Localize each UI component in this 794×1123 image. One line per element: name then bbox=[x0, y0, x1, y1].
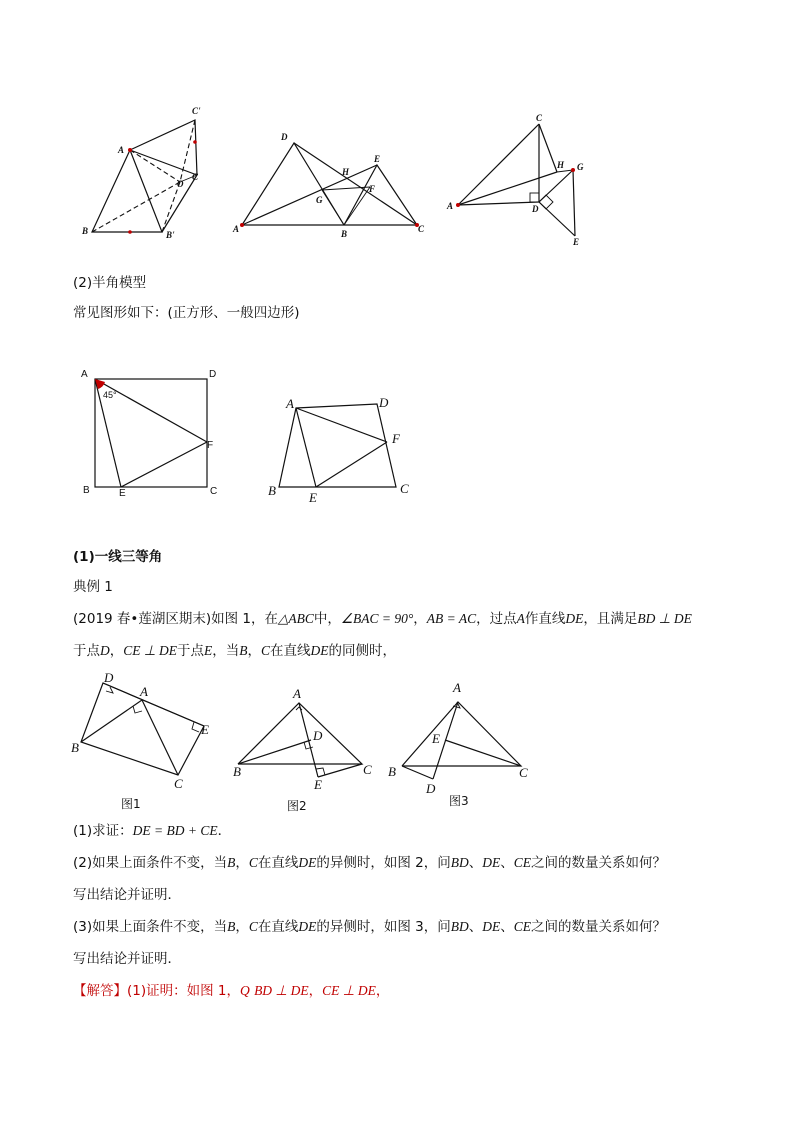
sq-label-A: A bbox=[81, 369, 88, 380]
caption-figure-3: 图3 bbox=[449, 794, 469, 808]
figure-3 bbox=[385, 676, 540, 796]
answer-tag: 【解答】 bbox=[73, 983, 127, 999]
fig3-label-H: H bbox=[557, 160, 565, 170]
question-1: (1)求证：DE = BD + CE． bbox=[73, 823, 232, 839]
quad-label-A: A bbox=[286, 396, 294, 411]
f3-label-E: E bbox=[432, 731, 440, 746]
caption-figure-1: 图1 bbox=[121, 797, 141, 811]
fig2-label-A: A bbox=[233, 224, 240, 234]
figure-rotation-triangles bbox=[80, 100, 210, 240]
fig1-label-C: C bbox=[192, 172, 199, 182]
quad-label-B: B bbox=[268, 483, 276, 498]
figure-quadrilateral-half-angle bbox=[264, 390, 419, 510]
f3-label-B: B bbox=[388, 764, 396, 779]
quad-label-F: F bbox=[392, 431, 400, 446]
fig2-label-D: D bbox=[281, 132, 288, 142]
sq-label-C: C bbox=[210, 486, 218, 497]
sq-label-D: D bbox=[209, 369, 217, 380]
f3-label-C: C bbox=[519, 765, 528, 780]
fig3-label-A: A bbox=[447, 201, 454, 211]
sq-label-B: B bbox=[83, 485, 90, 496]
figure-square-half-angle bbox=[78, 364, 223, 499]
fig1-label-Bp: B' bbox=[166, 230, 175, 240]
quad-label-E: E bbox=[309, 490, 317, 505]
caption-figure-2: 图2 bbox=[287, 799, 307, 813]
fig2-label-C: C bbox=[418, 224, 425, 234]
f1-label-B: B bbox=[71, 740, 79, 755]
fig3-label-C: C bbox=[536, 113, 543, 123]
figure-two-triangles bbox=[232, 128, 432, 238]
f2-label-A: A bbox=[293, 686, 301, 701]
fig2-label-E: E bbox=[374, 154, 381, 164]
sq-label-F: F bbox=[207, 440, 214, 451]
section-one-line: (1)一线三等角 bbox=[73, 549, 163, 565]
sq-label-E: E bbox=[119, 488, 126, 499]
fig1-label-A: A bbox=[118, 145, 125, 155]
quad-label-C: C bbox=[400, 481, 409, 496]
f2-label-D: D bbox=[313, 728, 323, 743]
f3-label-D: D bbox=[426, 781, 436, 796]
fig2-label-G: G bbox=[316, 195, 323, 205]
f1-label-A: A bbox=[140, 684, 148, 699]
quad-label-D: D bbox=[379, 395, 389, 410]
figure-perpendicular-squares bbox=[445, 112, 595, 252]
fig2-label-H: H bbox=[342, 167, 350, 177]
figure-2 bbox=[230, 682, 380, 792]
section-half-angle: (2)半角模型 bbox=[73, 275, 147, 291]
f2-label-C: C bbox=[363, 762, 372, 777]
fig3-label-D: D bbox=[532, 204, 539, 214]
fig2-label-F: F bbox=[369, 184, 376, 194]
question-3: (3)如果上面条件不变，当B，C在直线DE的异侧时，如图 3，问BD、DE、CE之间的数量关系如何？ bbox=[73, 919, 667, 935]
f1-label-C: C bbox=[174, 776, 183, 791]
problem-line-2: 于点D，CE ⊥ DE于点E，当B，C在直线DE的同侧时， bbox=[73, 643, 397, 659]
problem-line-1: (2019 春•莲湖区期末)如图 1，在△ABC中，∠BAC = 90°，AB = AC，过点A作直线DE，且满足BD ⊥ DE bbox=[73, 611, 692, 627]
f1-label-E: E bbox=[201, 722, 209, 737]
example-label: 典例 1 bbox=[73, 579, 113, 595]
f3-label-A: A bbox=[453, 680, 461, 695]
fig3-label-E: E bbox=[573, 237, 580, 247]
fig2-label-B: B bbox=[341, 229, 348, 239]
question-2-line-2: 写出结论并证明． bbox=[73, 887, 181, 903]
fig1-label-O: O bbox=[177, 179, 184, 189]
fig3-label-G: G bbox=[577, 162, 584, 172]
fig1-label-Cp: C' bbox=[192, 106, 201, 116]
question-3-line-2: 写出结论并证明． bbox=[73, 951, 181, 967]
f1-label-D: D bbox=[104, 670, 114, 685]
fig1-label-B: B bbox=[82, 226, 89, 236]
common-shapes-text: 常见图形如下：(正方形、一般四边形) bbox=[73, 305, 300, 321]
sq-label-45: 45° bbox=[103, 390, 117, 400]
f2-label-B: B bbox=[233, 764, 241, 779]
figure-1 bbox=[70, 670, 220, 795]
answer-line: 【解答】(1)证明：如图 1，Q BD ⊥ DE，CE ⊥ DE， bbox=[73, 983, 390, 999]
question-2: (2)如果上面条件不变，当B，C在直线DE的异侧时，如图 2，问BD、DE、CE之间的数量关系如何？ bbox=[73, 855, 667, 871]
f2-label-E: E bbox=[314, 777, 322, 792]
